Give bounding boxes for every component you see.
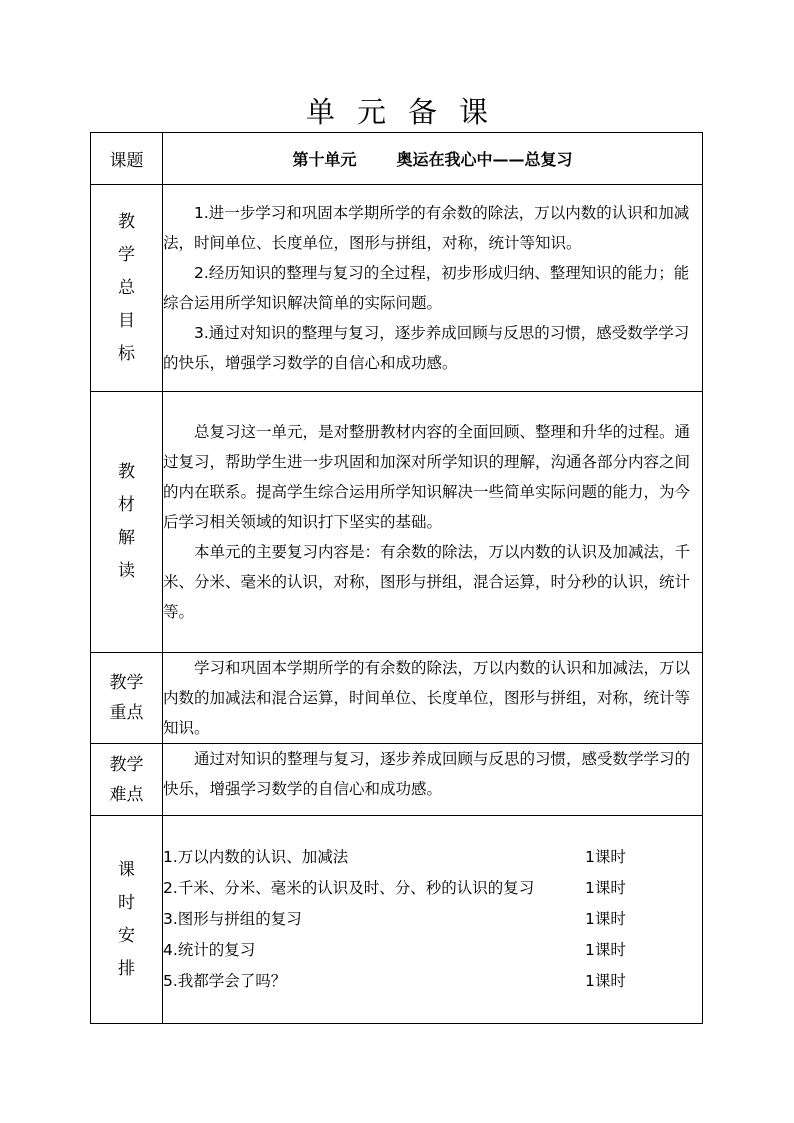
schedule-item-hours: 1课时 [585, 879, 626, 897]
unit-name: 奥运在我心中——总复习 [396, 150, 573, 169]
difficulties-label-line: 教学 [109, 754, 144, 775]
schedule-label-char: 排 [118, 958, 135, 979]
goals-label-char: 目 [118, 310, 135, 331]
key-points-text: 学习和巩固本学期所学的有余数的除法，万以内数的认识和加减法，万以内数的加减法和混合运算，时间单位、长度单位，图形与拼组，对称，统计等知识。 [163, 659, 691, 737]
materials-content [163, 392, 703, 653]
goals-label-char: 总 [118, 277, 135, 298]
schedule-item-name: 5.我都学会了吗？ [163, 972, 287, 990]
schedule-item [163, 873, 702, 904]
goals-content [163, 185, 703, 392]
key-points-content [163, 653, 703, 744]
schedule-row [91, 816, 703, 1024]
goals-row [91, 185, 703, 392]
schedule-item-name: 3.图形与拼组的复习 [163, 910, 302, 928]
schedule-item-hours: 1课时 [585, 941, 626, 959]
difficulties-text: 通过对知识的整理与复习，逐步养成回顾与反思的习惯，感受数学学习的快乐，增强学习数学的自信心和成功感。 [163, 750, 691, 798]
materials-label [91, 392, 163, 653]
materials-paragraph: 本单元的主要复习内容是：有余数的除法，万以内数的认识及加减法，千米、分米、毫米的认识，对称，图形与拼组，混合运算，时分秒的认识，统计等。 [163, 543, 691, 621]
key-points-row [91, 653, 703, 744]
difficulties-label-line: 难点 [109, 784, 144, 805]
schedule-item-hours: 1课时 [585, 848, 626, 866]
key-points-label-line: 重点 [109, 703, 144, 723]
materials-label-char: 读 [118, 561, 135, 581]
goals-label [91, 185, 163, 392]
key-points-label-line: 教学 [109, 673, 144, 693]
schedule-label-char: 安 [118, 925, 135, 946]
schedule-item-name: 1.万以内数的认识、加减法 [163, 848, 349, 866]
goals-label-char: 学 [118, 244, 135, 265]
materials-paragraph: 总复习这一单元，是对整册教材内容的全面回顾、整理和升华的过程。通过复习，帮助学生进一步巩固和加深对所学知识的理解，沟通各部分内容之间的内在联系。提高学生综合运用所学知识解决一些简单实际问题的能力，为今后学习相关领域的知识打下坚实的基础。 [163, 423, 691, 531]
schedule-item-hours: 1课时 [585, 972, 626, 990]
schedule-label-char: 时 [118, 892, 135, 913]
schedule-item-name: 4.统计的复习 [163, 941, 256, 959]
schedule-item-name: 2.千米、分米、毫米的认识及时、分、秒的认识的复习 [163, 879, 535, 897]
materials-label-char: 教 [118, 462, 135, 482]
difficulties-row [91, 744, 703, 816]
goals-label-char: 教 [118, 211, 135, 232]
topic-label: 课题 [91, 133, 163, 185]
goal-paragraph: 2.经历知识的整理与复习的全过程，初步形成归纳、整理知识的能力；能综合运用所学知识解决简单的实际问题。 [163, 264, 690, 312]
schedule-label-char: 课 [118, 859, 135, 880]
schedule-item [163, 842, 702, 873]
topic-cell [163, 133, 703, 185]
materials-label-char: 材 [118, 495, 135, 515]
materials-label-char: 解 [118, 528, 135, 548]
schedule-item-hours: 1课时 [585, 910, 626, 928]
page-title: 单元备课 [305, 95, 510, 129]
difficulties-label [91, 744, 163, 816]
lesson-plan-table [90, 132, 703, 1024]
schedule-item [163, 904, 702, 935]
key-points-label [91, 653, 163, 744]
goals-label-char: 标 [118, 343, 135, 364]
schedule-item [163, 966, 702, 997]
unit-number: 第十单元 [292, 150, 357, 169]
schedule-content [163, 816, 703, 1024]
goal-paragraph: 1.进一步学习和巩固本学期所学的有余数的除法，万以内数的认识和加减法，时间单位、长度单位，图形与拼组，对称，统计等知识。 [163, 204, 690, 252]
schedule-item [163, 935, 702, 966]
materials-row [91, 392, 703, 653]
difficulties-content [163, 744, 703, 816]
topic-row [91, 133, 703, 185]
schedule-label [91, 816, 163, 1024]
goal-paragraph: 3.通过对知识的整理与复习，逐步养成回顾与反思的习惯，感受数学学习的快乐，增强学习数学的自信心和成功感。 [163, 324, 690, 372]
